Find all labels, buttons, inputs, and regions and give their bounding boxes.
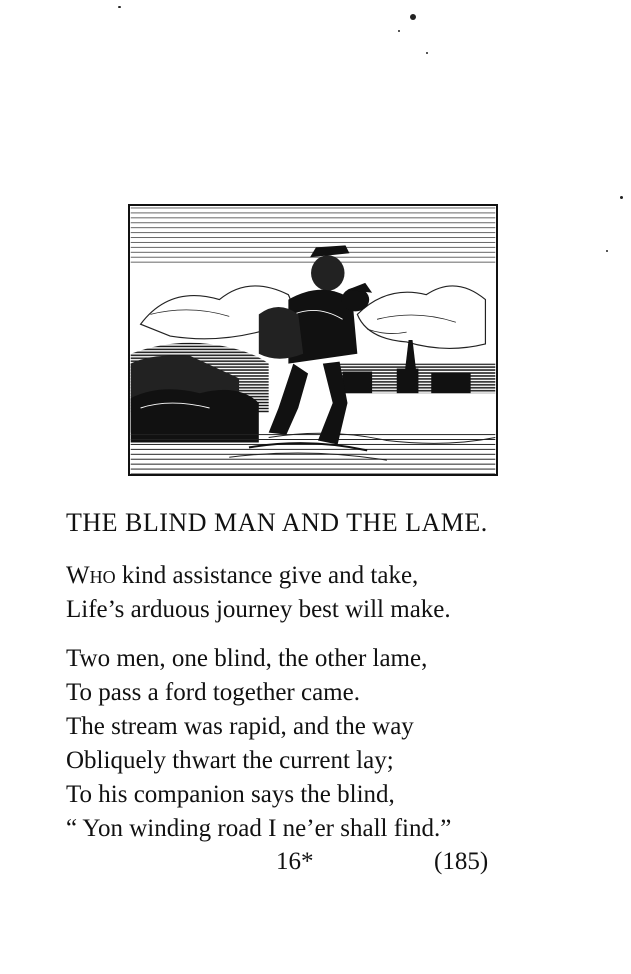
- ink-speck: [398, 30, 400, 32]
- poem-line: To his companion says the blind,: [66, 781, 395, 808]
- epigraph: [66, 559, 586, 627]
- signature-mark: 16*: [276, 848, 314, 875]
- ink-speck: [426, 52, 428, 54]
- epigraph-line-2: Life’s arduous journey best will make.: [66, 596, 451, 623]
- ink-speck: [410, 14, 416, 20]
- poem-stanza: [66, 642, 586, 846]
- epigraph-line-1-rest: kind assistance give and take,: [115, 562, 419, 589]
- page-number: (185): [434, 848, 489, 875]
- poem-line: Obliquely thwart the current lay;: [66, 747, 394, 774]
- poem-line: Two men, one blind, the other lame,: [66, 645, 428, 672]
- engraving-blind-man-carrying-lame-man-icon: [130, 206, 496, 474]
- poem-line: The stream was rapid, and the way: [66, 713, 414, 740]
- epigraph-smallcaps-word: Who: [66, 562, 116, 589]
- ink-speck: [620, 196, 623, 199]
- ink-speck: [606, 250, 608, 252]
- poem-line: “ Yon winding road I ne’er shall find.”: [66, 815, 452, 842]
- engraving-illustration: [128, 204, 498, 476]
- ink-speck: [118, 6, 121, 8]
- epigraph-line-1: [66, 559, 586, 593]
- poem-title: THE BLIND MAN AND THE LAME.: [66, 508, 488, 537]
- poem-line: To pass a ford together came.: [66, 679, 360, 706]
